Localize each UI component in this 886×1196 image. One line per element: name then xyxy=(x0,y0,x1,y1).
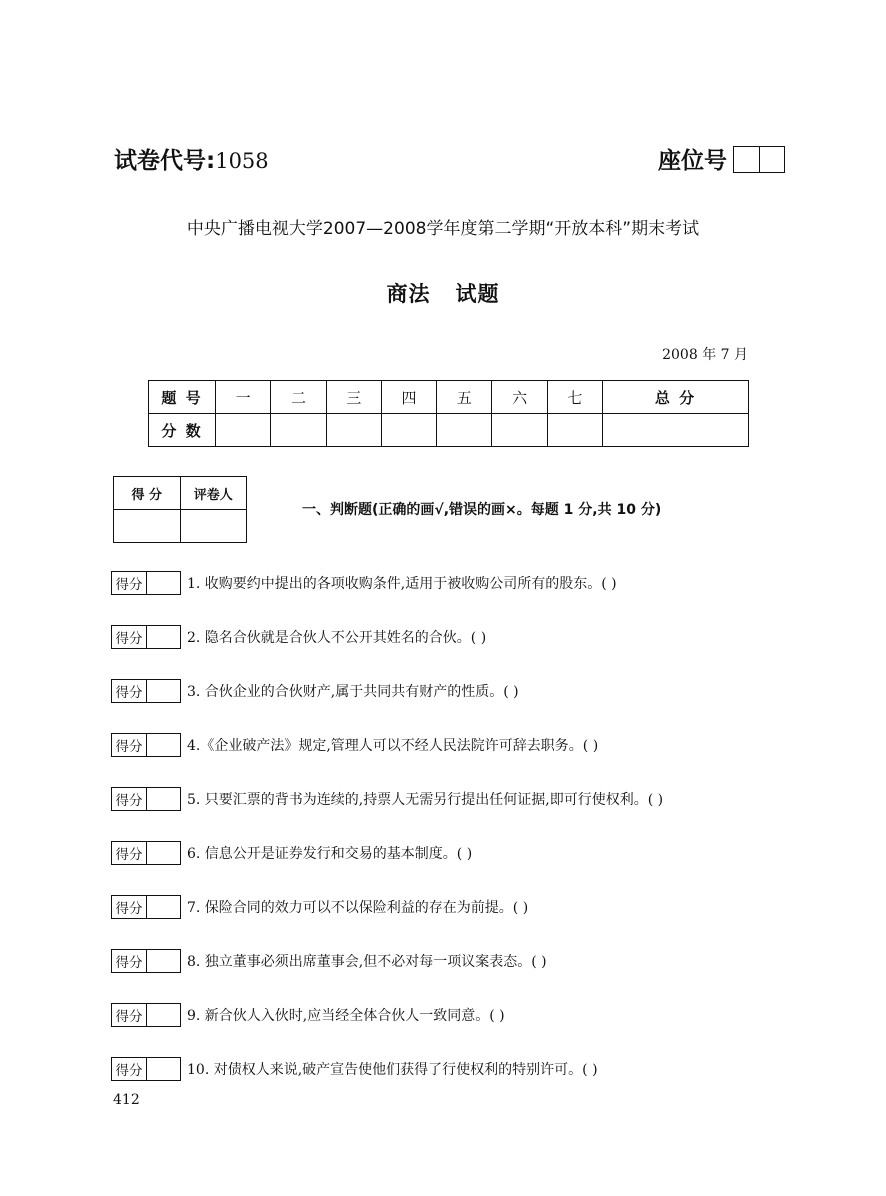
score-cell[interactable] xyxy=(271,414,326,447)
score-cell[interactable] xyxy=(437,414,492,447)
question-score-label: 得分 xyxy=(112,572,147,594)
column-header: 三 xyxy=(326,381,381,414)
grader-score-cell[interactable] xyxy=(114,510,181,543)
question-score-box xyxy=(111,1003,181,1027)
column-header: 五 xyxy=(437,381,492,414)
exam-title: 商法 试题 xyxy=(386,282,500,306)
question-score-label: 得分 xyxy=(112,1004,147,1026)
column-header: 七 xyxy=(547,381,602,414)
question-score-label: 得分 xyxy=(112,734,147,756)
question-score-cell[interactable] xyxy=(147,788,180,810)
question-text: 2. 隐名合伙就是合伙人不公开其姓名的合伙。( ) xyxy=(187,630,487,646)
question-score-cell[interactable] xyxy=(147,1058,180,1080)
question-item xyxy=(111,949,547,973)
exam-date: 2008 年 7 月 xyxy=(662,347,748,363)
question-text: 7. 保险合同的效力可以不以保险利益的存在为前提。( ) xyxy=(187,900,529,916)
seat-box[interactable] xyxy=(760,147,785,172)
score-cell[interactable] xyxy=(547,414,602,447)
question-score-cell[interactable] xyxy=(147,734,180,756)
question-score-box xyxy=(111,949,181,973)
score-cell[interactable] xyxy=(381,414,436,447)
column-header: 二 xyxy=(271,381,326,414)
paper-code xyxy=(114,142,269,175)
paper-code-value: 1058 xyxy=(215,149,269,173)
column-header: 六 xyxy=(492,381,547,414)
page-number: 412 xyxy=(113,1092,140,1108)
question-item xyxy=(111,841,472,865)
question-score-cell[interactable] xyxy=(147,896,180,918)
column-header: 四 xyxy=(381,381,436,414)
question-item xyxy=(111,1057,598,1081)
score-cell[interactable] xyxy=(492,414,547,447)
question-text: 10. 对债权人来说,破产宣告使他们获得了行使权利的特别许可。( ) xyxy=(187,1062,598,1078)
question-text: 6. 信息公开是证券发行和交易的基本制度。( ) xyxy=(187,846,473,862)
score-cell[interactable] xyxy=(326,414,381,447)
question-text: 3. 合伙企业的合伙财产,属于共同共有财产的性质。( ) xyxy=(187,684,519,700)
question-text: 1. 收购要约中提出的各项收购条件,适用于被收购公司所有的股东。( ) xyxy=(187,576,617,592)
question-score-box xyxy=(111,1057,181,1081)
question-score-box xyxy=(111,733,181,757)
score-table-score-row xyxy=(149,414,749,447)
question-score-box xyxy=(111,787,181,811)
question-score-box xyxy=(111,571,181,595)
question-item xyxy=(111,895,528,919)
total-score-cell[interactable] xyxy=(603,414,749,447)
grader-box xyxy=(113,476,247,543)
question-item xyxy=(111,571,617,595)
question-score-box xyxy=(111,679,181,703)
question-item xyxy=(111,625,486,649)
question-score-cell[interactable] xyxy=(147,572,180,594)
paper-code-label: 试卷代号 xyxy=(114,148,206,174)
question-text: 4.《企业破产法》规定,管理人可以不经人民法院许可辞去职务。( ) xyxy=(187,738,599,754)
question-score-cell[interactable] xyxy=(147,626,180,648)
question-score-cell[interactable] xyxy=(147,680,180,702)
question-item xyxy=(111,787,663,811)
question-score-box xyxy=(111,895,181,919)
question-score-label: 得分 xyxy=(112,788,147,810)
question-text: 8. 独立董事必须出席董事会,但不必对每一项议案表态。( ) xyxy=(187,954,547,970)
question-item xyxy=(111,679,519,703)
grader-name-label: 评卷人 xyxy=(180,477,247,510)
question-score-label: 得分 xyxy=(112,626,147,648)
question-score-label: 得分 xyxy=(112,1058,147,1080)
question-item xyxy=(111,1003,505,1027)
score-cell[interactable] xyxy=(216,414,271,447)
question-score-box xyxy=(111,625,181,649)
exam-header: 中央广播电视大学2007—2008学年度第二学期“开放本科”期末考试 xyxy=(186,219,700,239)
question-score-cell[interactable] xyxy=(147,842,180,864)
seat-box[interactable] xyxy=(734,147,760,172)
score-table xyxy=(148,380,749,447)
seat-number-label: 座位号 xyxy=(658,148,727,174)
question-score-label: 得分 xyxy=(112,950,147,972)
grader-score-label: 得 分 xyxy=(114,477,181,510)
total-score-label: 总 分 xyxy=(603,381,749,414)
question-score-box xyxy=(111,841,181,865)
score-label: 分 数 xyxy=(149,414,216,447)
question-score-label: 得分 xyxy=(112,680,147,702)
question-score-cell[interactable] xyxy=(147,950,180,972)
score-table-header-row xyxy=(149,381,749,414)
question-text: 9. 新合伙人入伙时,应当经全体合伙人一致同意。( ) xyxy=(187,1008,505,1024)
paper-code-separator: : xyxy=(206,148,216,174)
section-title: 一、判断题(正确的画√,错误的画×。每题 1 分,共 10 分) xyxy=(302,502,662,518)
question-item xyxy=(111,733,598,757)
question-text: 5. 只要汇票的背书为连续的,持票人无需另行提出任何证据,即可行使权利。( ) xyxy=(187,792,664,808)
column-header: 一 xyxy=(216,381,271,414)
question-score-label: 得分 xyxy=(112,842,147,864)
question-number-label: 题 号 xyxy=(149,381,216,414)
question-score-label: 得分 xyxy=(112,896,147,918)
seat-number-boxes[interactable] xyxy=(733,146,785,173)
grader-name-cell[interactable] xyxy=(180,510,247,543)
question-score-cell[interactable] xyxy=(147,1004,180,1026)
